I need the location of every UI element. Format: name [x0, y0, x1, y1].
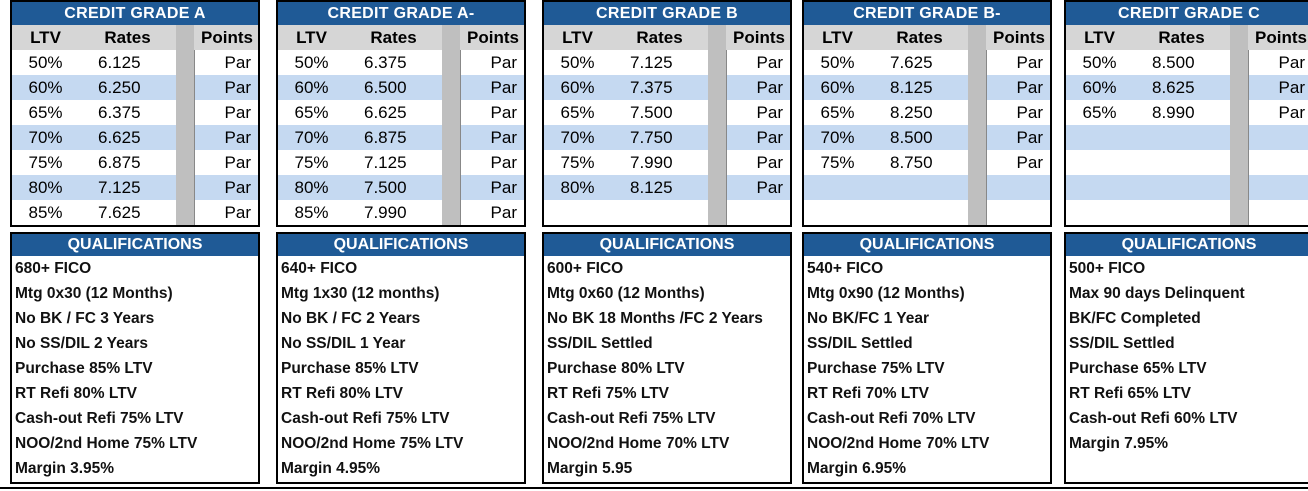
qualification-item: Purchase 85% LTV: [15, 360, 153, 377]
rate-cell: 8.625: [1152, 78, 1195, 97]
rate-cell: [1134, 200, 1230, 225]
qualification-item: No SS/DIL 1 Year: [281, 335, 406, 352]
points-cell: Par: [986, 100, 1050, 125]
column-gap: [176, 100, 194, 125]
qualification-item: NOO/2nd Home 75% LTV: [15, 435, 198, 452]
points-cell: Par: [194, 200, 258, 225]
table-row: [1066, 75, 1308, 100]
ltv-cell: 75%: [820, 153, 855, 172]
points-header: Points: [1255, 28, 1307, 47]
rate-cell: [1134, 125, 1230, 150]
column-gap: [176, 25, 194, 50]
column-gap: [1230, 75, 1248, 100]
rate-cell: 7.625: [98, 203, 141, 222]
ltv-header: LTV: [562, 28, 593, 47]
qualification-item: No BK / FC 3 Years: [15, 310, 155, 327]
table-row: [278, 175, 524, 200]
qualification-item: Cash-out Refi 60% LTV: [1069, 410, 1238, 427]
grade-title: CREDIT GRADE C: [1066, 2, 1308, 25]
rates-header: Rates: [636, 28, 683, 47]
column-gap: [708, 200, 726, 225]
grade-title: CREDIT GRADE A-: [278, 2, 524, 25]
ltv-cell: 65%: [560, 103, 595, 122]
points-cell: [1248, 150, 1308, 175]
column-gap: [442, 125, 460, 150]
ltv-cell: [1066, 150, 1134, 175]
ltv-cell: 50%: [820, 53, 855, 72]
qualification-item: Purchase 75% LTV: [807, 360, 945, 377]
qualification-item: Purchase 85% LTV: [281, 360, 419, 377]
column-header-row: [804, 25, 1050, 50]
points-cell: Par: [194, 100, 258, 125]
qualification-item: NOO/2nd Home 70% LTV: [807, 435, 990, 452]
rate-cell: 8.250: [890, 103, 933, 122]
ltv-cell: 70%: [294, 128, 329, 147]
points-header: Points: [733, 28, 785, 47]
column-gap: [1230, 125, 1248, 150]
rate-cell: 7.375: [630, 78, 673, 97]
column-gap: [968, 25, 986, 50]
qualification-item: Purchase 65% LTV: [1069, 360, 1207, 377]
grade-title: CREDIT GRADE B-: [804, 2, 1050, 25]
rate-cell: 6.875: [98, 153, 141, 172]
column-gap: [176, 125, 194, 150]
qualification-item: Cash-out Refi 75% LTV: [547, 410, 716, 427]
qualification-item: Margin 5.95: [547, 460, 633, 477]
column-gap: [708, 125, 726, 150]
table-row: [278, 150, 524, 175]
rate-cell: 8.500: [890, 128, 933, 147]
qualification-item: 600+ FICO: [547, 260, 624, 277]
rate-cell: 7.990: [364, 203, 407, 222]
rate-cell: 7.990: [630, 153, 673, 172]
ltv-cell: 70%: [820, 128, 855, 147]
column-gap: [442, 150, 460, 175]
column-gap: [1230, 175, 1248, 200]
ltv-cell: [1066, 175, 1134, 200]
column-gap: [1230, 200, 1248, 225]
credit-grade-table: [10, 0, 260, 227]
column-gap: [176, 200, 194, 225]
qualification-item: NOO/2nd Home 75% LTV: [281, 435, 464, 452]
points-header: Points: [201, 28, 253, 47]
rate-cell: 8.500: [1152, 53, 1195, 72]
points-cell: Par: [460, 75, 524, 100]
table-row: [278, 125, 524, 150]
qualification-item: Cash-out Refi 70% LTV: [807, 410, 976, 427]
column-gap: [442, 75, 460, 100]
rate-cell: 6.625: [364, 103, 407, 122]
table-row: [544, 150, 790, 175]
qualification-item: Mtg 0x30 (12 Months): [15, 285, 173, 302]
column-gap: [968, 150, 986, 175]
rate-cell: [872, 175, 968, 200]
table-row: [278, 75, 524, 100]
rate-cell: 6.500: [364, 78, 407, 97]
qualification-item: 540+ FICO: [807, 260, 884, 277]
table-row: [12, 100, 258, 125]
credit-grade-table: [276, 0, 526, 227]
table-row: [1066, 200, 1308, 225]
ltv-cell: 80%: [294, 178, 329, 197]
qualification-item: SS/DIL Settled: [807, 335, 913, 352]
qualifications-header: QUALIFICATIONS: [544, 234, 790, 256]
table-row: [12, 175, 258, 200]
ltv-cell: 50%: [294, 53, 329, 72]
rate-cell: [1134, 175, 1230, 200]
column-gap: [1230, 150, 1248, 175]
rates-header: Rates: [1158, 28, 1205, 47]
qualification-item: Cash-out Refi 75% LTV: [15, 410, 184, 427]
table-row: [1066, 175, 1308, 200]
table-row: [12, 200, 258, 225]
column-gap: [176, 150, 194, 175]
table-row: [12, 75, 258, 100]
ltv-cell: 80%: [560, 178, 595, 197]
ltv-header: LTV: [1084, 28, 1115, 47]
ltv-cell: 80%: [28, 178, 63, 197]
ltv-cell: 65%: [820, 103, 855, 122]
points-cell: Par: [1248, 100, 1308, 125]
qualification-item: RT Refi 80% LTV: [15, 385, 138, 402]
column-gap: [442, 50, 460, 75]
qualification-item: [1066, 456, 1308, 481]
points-cell: Par: [460, 150, 524, 175]
points-cell: Par: [194, 125, 258, 150]
qualifications-box: [542, 232, 792, 484]
qualification-item: Margin 6.95%: [807, 460, 907, 477]
table-row: [544, 200, 790, 225]
table-row: [544, 100, 790, 125]
points-cell: Par: [986, 150, 1050, 175]
ltv-cell: 70%: [560, 128, 595, 147]
qualification-item: 680+ FICO: [15, 260, 92, 277]
ltv-cell: 65%: [28, 103, 63, 122]
qualification-item: Mtg 1x30 (12 months): [281, 285, 440, 302]
column-header-row: [1066, 25, 1308, 50]
rate-cell: 7.500: [630, 103, 673, 122]
column-gap: [968, 75, 986, 100]
table-row: [12, 125, 258, 150]
points-cell: Par: [726, 125, 790, 150]
points-cell: Par: [460, 175, 524, 200]
qualification-item: No BK 18 Months /FC 2 Years: [547, 310, 763, 327]
points-cell: [1248, 200, 1308, 225]
ltv-header: LTV: [296, 28, 327, 47]
points-cell: [986, 175, 1050, 200]
points-cell: Par: [460, 100, 524, 125]
table-row: [1066, 150, 1308, 175]
points-cell: Par: [460, 50, 524, 75]
rates-header: Rates: [896, 28, 943, 47]
ltv-cell: 75%: [294, 153, 329, 172]
table-row: [544, 75, 790, 100]
points-cell: Par: [194, 50, 258, 75]
rate-cell: 6.375: [364, 53, 407, 72]
ltv-cell: 50%: [28, 53, 63, 72]
table-row: [544, 175, 790, 200]
table-row: [1066, 50, 1308, 75]
column-gap: [968, 175, 986, 200]
ltv-header: LTV: [822, 28, 853, 47]
points-cell: [1248, 125, 1308, 150]
qualifications-box: [10, 232, 260, 484]
points-cell: [986, 200, 1050, 225]
column-header-row: [12, 25, 258, 50]
ltv-cell: 65%: [294, 103, 329, 122]
qualification-item: No SS/DIL 2 Years: [15, 335, 148, 352]
table-row: [544, 50, 790, 75]
table-row: [278, 100, 524, 125]
table-row: [804, 150, 1050, 175]
column-gap: [442, 200, 460, 225]
rate-cell: [872, 200, 968, 225]
column-gap: [176, 75, 194, 100]
rate-cell: 6.625: [98, 128, 141, 147]
table-row: [804, 50, 1050, 75]
qualification-item: Mtg 0x60 (12 Months): [547, 285, 705, 302]
points-cell: Par: [726, 100, 790, 125]
rate-cell: 7.125: [630, 53, 673, 72]
ltv-cell: 50%: [1082, 53, 1117, 72]
points-cell: Par: [460, 125, 524, 150]
ltv-cell: [804, 175, 872, 200]
ltv-cell: 60%: [28, 78, 63, 97]
ltv-header: LTV: [30, 28, 61, 47]
rates-header: Rates: [370, 28, 417, 47]
rate-cell: [612, 200, 708, 225]
table-row: [804, 125, 1050, 150]
table-row: [12, 150, 258, 175]
credit-grade-table: [1064, 0, 1308, 227]
qualification-item: No BK/FC 1 Year: [807, 310, 930, 327]
table-row: [1066, 125, 1308, 150]
ltv-cell: 60%: [820, 78, 855, 97]
grade-title: CREDIT GRADE A: [12, 2, 258, 25]
points-cell: Par: [1248, 75, 1308, 100]
column-gap: [968, 50, 986, 75]
ltv-cell: 65%: [1082, 103, 1117, 122]
rate-cell: 8.125: [890, 78, 933, 97]
points-cell: Par: [726, 75, 790, 100]
bottom-divider: [0, 487, 1308, 489]
qualification-item: Purchase 80% LTV: [547, 360, 685, 377]
rate-cell: 6.375: [98, 103, 141, 122]
points-cell: Par: [986, 50, 1050, 75]
column-gap: [1230, 50, 1248, 75]
table-row: [804, 175, 1050, 200]
table-row: [544, 125, 790, 150]
qualifications-header: QUALIFICATIONS: [12, 234, 258, 256]
rate-cell: 8.750: [890, 153, 933, 172]
qualification-item: Cash-out Refi 75% LTV: [281, 410, 450, 427]
column-gap: [968, 125, 986, 150]
table-row: [804, 100, 1050, 125]
column-gap: [176, 175, 194, 200]
column-gap: [1230, 25, 1248, 50]
ltv-cell: [1066, 125, 1134, 150]
points-header: Points: [467, 28, 519, 47]
ltv-cell: 70%: [28, 128, 63, 147]
column-gap: [1230, 100, 1248, 125]
table-row: [804, 200, 1050, 225]
qualification-item: No BK / FC 2 Years: [281, 310, 421, 327]
table-row: [278, 200, 524, 225]
qualification-item: 640+ FICO: [281, 260, 358, 277]
qualification-item: RT Refi 65% LTV: [1069, 385, 1192, 402]
column-gap: [176, 50, 194, 75]
qualification-item: RT Refi 70% LTV: [807, 385, 930, 402]
rate-cell: 8.125: [630, 178, 673, 197]
qualifications-header: QUALIFICATIONS: [804, 234, 1050, 256]
points-cell: Par: [460, 200, 524, 225]
ltv-cell: 85%: [294, 203, 329, 222]
rate-cell: 6.875: [364, 128, 407, 147]
qualification-item: 500+ FICO: [1069, 260, 1146, 277]
rates-header: Rates: [104, 28, 151, 47]
qualification-item: SS/DIL Settled: [547, 335, 653, 352]
rate-cell: [1134, 150, 1230, 175]
ltv-cell: 75%: [28, 153, 63, 172]
ltv-cell: 75%: [560, 153, 595, 172]
qualification-item: Max 90 days Delinquent: [1069, 285, 1245, 302]
rate-cell: 7.125: [98, 178, 141, 197]
table-row: [804, 75, 1050, 100]
ltv-cell: [804, 200, 872, 225]
rate-cell: 7.125: [364, 153, 407, 172]
rate-cell: 6.250: [98, 78, 141, 97]
points-cell: Par: [194, 75, 258, 100]
column-gap: [968, 100, 986, 125]
qualification-item: BK/FC Completed: [1069, 310, 1201, 327]
rate-cell: 7.500: [364, 178, 407, 197]
rate-cell: 6.125: [98, 53, 141, 72]
ltv-cell: [1066, 200, 1134, 225]
points-cell: Par: [726, 50, 790, 75]
column-gap: [968, 200, 986, 225]
qualification-item: Margin 7.95%: [1069, 435, 1169, 452]
qualification-item: SS/DIL Settled: [1069, 335, 1175, 352]
qualification-item: RT Refi 80% LTV: [281, 385, 404, 402]
column-gap: [442, 25, 460, 50]
ltv-cell: 60%: [1082, 78, 1117, 97]
qualification-item: Mtg 0x90 (12 Months): [807, 285, 965, 302]
column-gap: [708, 25, 726, 50]
ltv-cell: 60%: [294, 78, 329, 97]
column-gap: [708, 150, 726, 175]
qualification-item: NOO/2nd Home 70% LTV: [547, 435, 730, 452]
qualifications-box: [1064, 232, 1308, 484]
column-gap: [708, 100, 726, 125]
points-cell: Par: [194, 175, 258, 200]
points-cell: Par: [986, 75, 1050, 100]
qualifications-header: QUALIFICATIONS: [1066, 234, 1308, 256]
rate-cell: 7.625: [890, 53, 933, 72]
column-gap: [442, 100, 460, 125]
points-header: Points: [993, 28, 1045, 47]
qualifications-header: QUALIFICATIONS: [278, 234, 524, 256]
points-cell: Par: [194, 150, 258, 175]
table-row: [12, 50, 258, 75]
table-row: [1066, 100, 1308, 125]
ltv-cell: 50%: [560, 53, 595, 72]
qualification-item: Margin 4.95%: [281, 460, 381, 477]
points-cell: Par: [726, 175, 790, 200]
ltv-cell: 85%: [28, 203, 63, 222]
ltv-cell: [544, 200, 612, 225]
ltv-cell: 60%: [560, 78, 595, 97]
qualifications-box: [276, 232, 526, 484]
column-gap: [708, 75, 726, 100]
table-row: [278, 50, 524, 75]
qualification-item: RT Refi 75% LTV: [547, 385, 670, 402]
qualification-item: Margin 3.95%: [15, 460, 115, 477]
rate-cell: 7.750: [630, 128, 673, 147]
column-gap: [708, 50, 726, 75]
points-cell: Par: [1248, 50, 1308, 75]
column-gap: [442, 175, 460, 200]
points-cell: [726, 200, 790, 225]
points-cell: [1248, 175, 1308, 200]
rate-cell: 8.990: [1152, 103, 1195, 122]
credit-grade-table: [542, 0, 792, 227]
points-cell: Par: [726, 150, 790, 175]
column-header-row: [278, 25, 524, 50]
qualifications-box: [802, 232, 1052, 484]
points-cell: Par: [986, 125, 1050, 150]
grade-title: CREDIT GRADE B: [544, 2, 790, 25]
credit-grade-table: [802, 0, 1052, 227]
column-gap: [708, 175, 726, 200]
column-header-row: [544, 25, 790, 50]
